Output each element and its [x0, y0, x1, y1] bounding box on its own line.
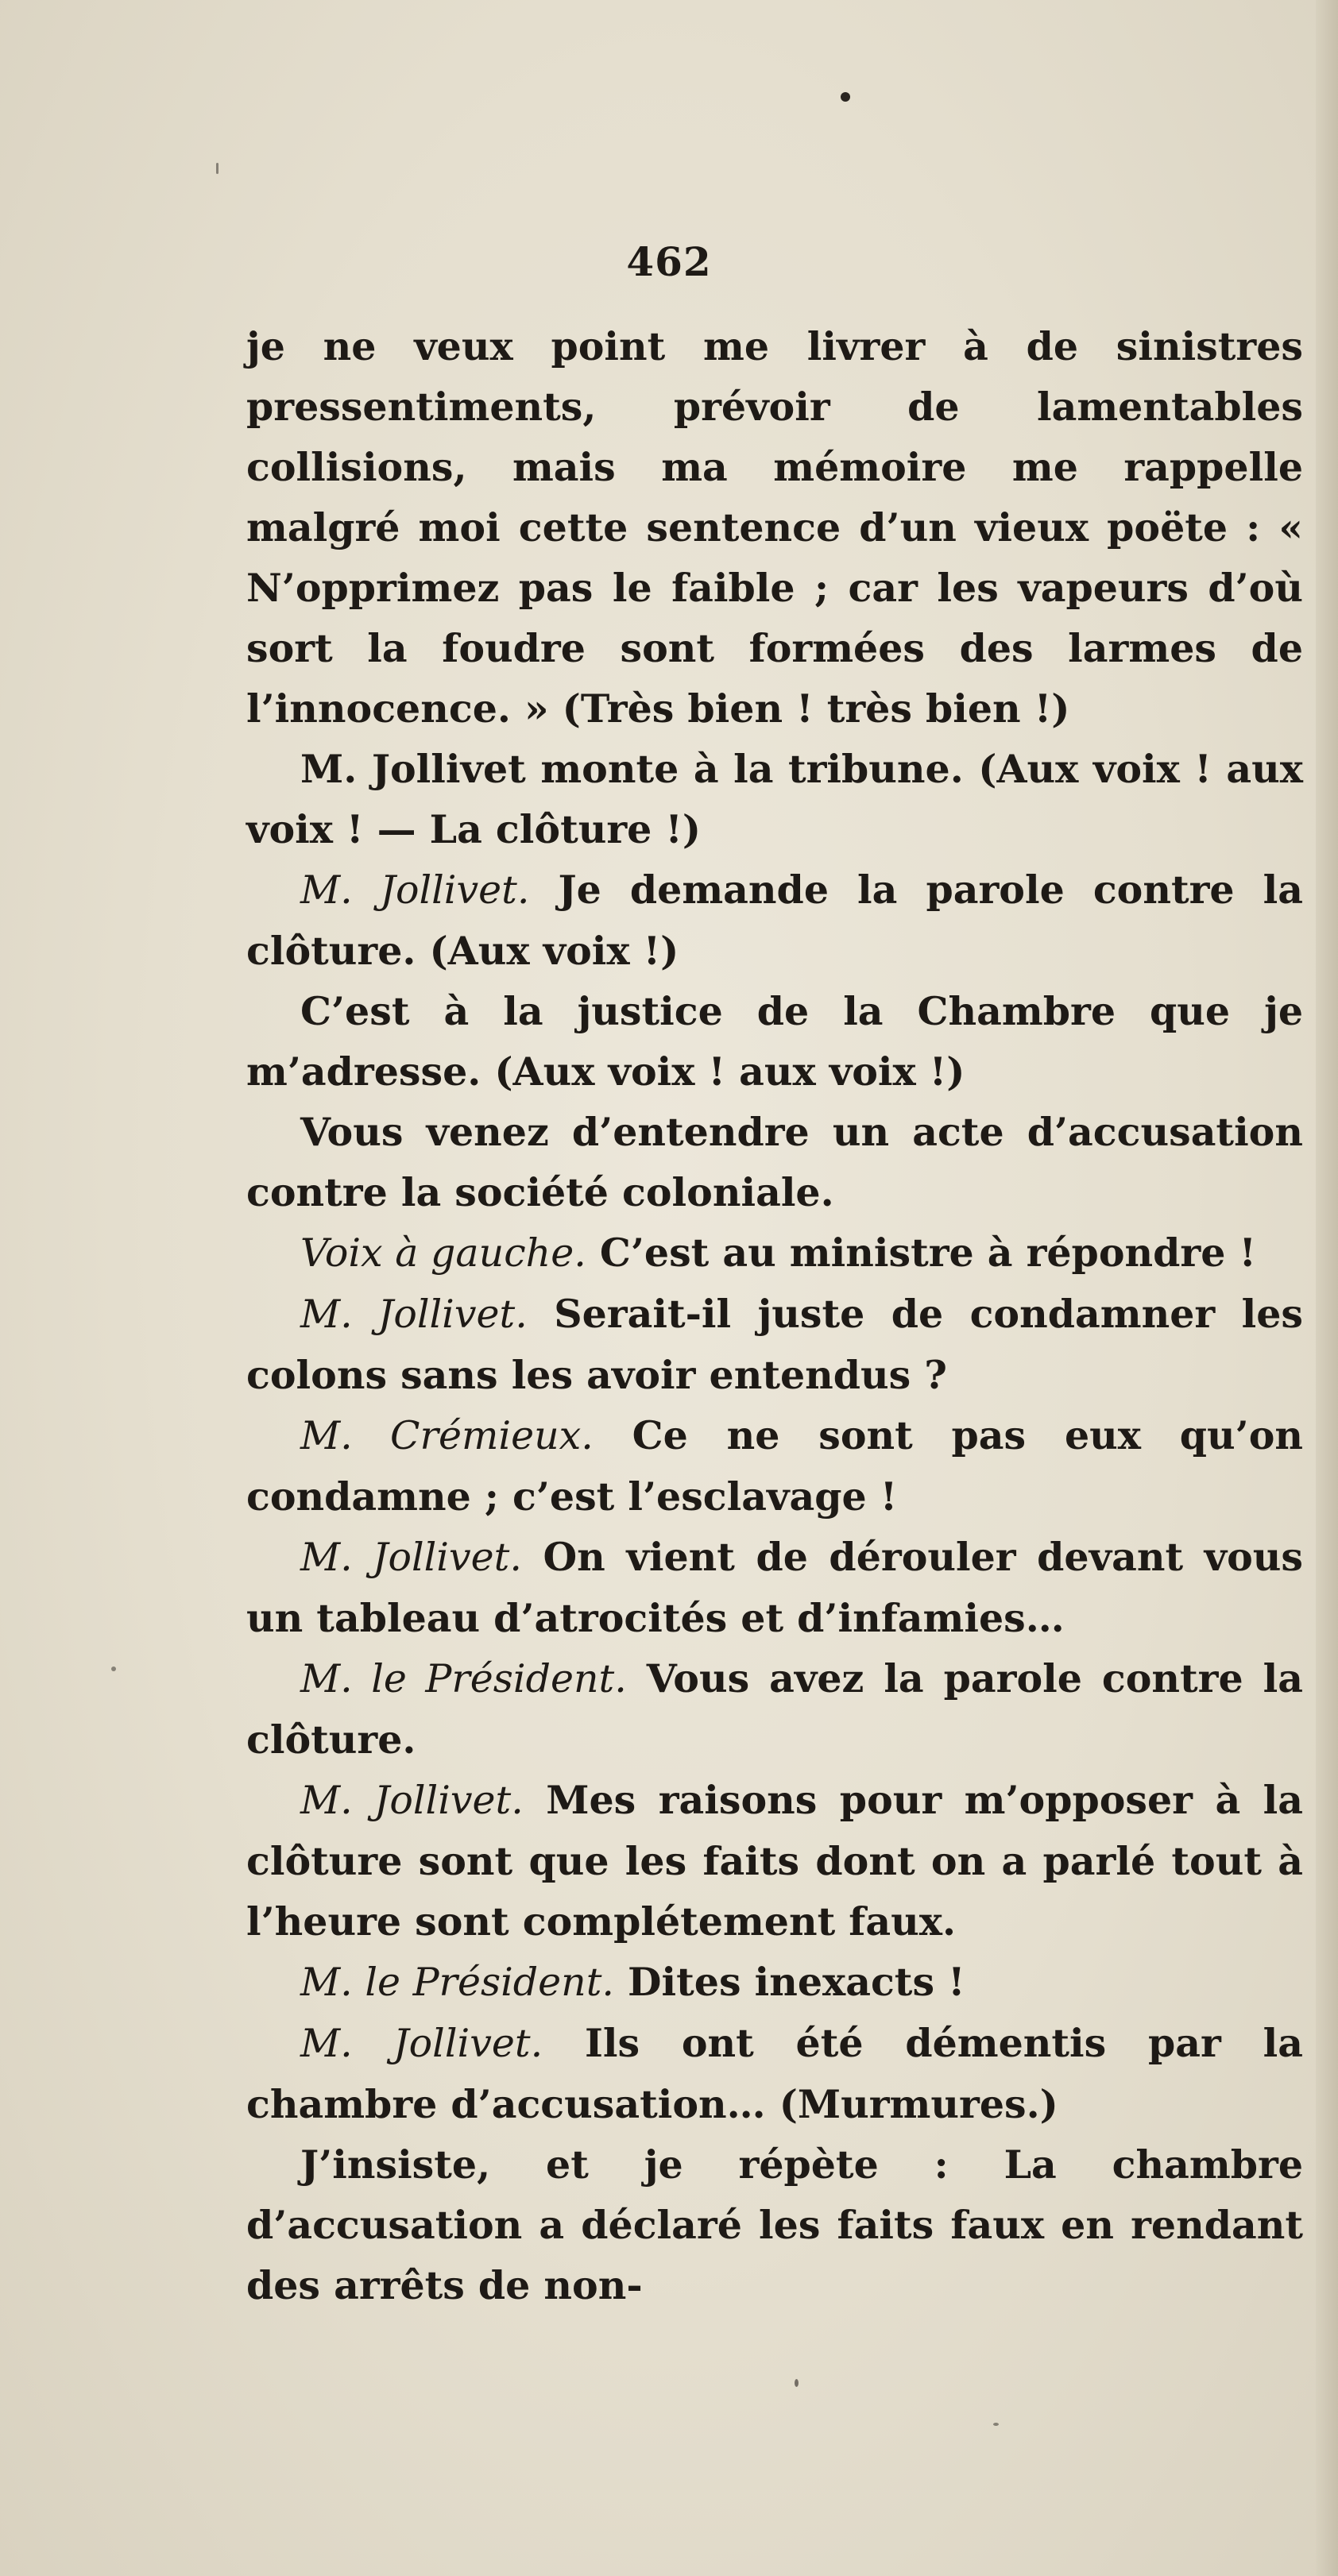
paragraph-text: Vous avez la parole contre la clôture.	[246, 1655, 1303, 1763]
paragraph	[246, 1222, 1303, 1284]
page-edge	[1316, 0, 1338, 2576]
paragraph	[246, 1770, 1303, 1952]
paragraph	[246, 316, 1303, 739]
paragraph-text: Ce ne sont pas eux qu’on condamne ; c’est l’esclavage !	[246, 1412, 1303, 1520]
speaker-name: M. Jollivet.	[300, 1778, 524, 1823]
speaker-name: M. Jollivet.	[300, 2021, 543, 2066]
paragraph	[246, 739, 1303, 859]
speaker-name: Voix à gauche.	[300, 1230, 586, 1276]
speaker-name: M. Jollivet.	[300, 867, 530, 913]
paragraph	[246, 2134, 1303, 2315]
paragraph-text: je ne veux point me livrer à de sinistres pressentiments, prévoir de lamentables collisions, mais ma mémoire me rappelle malgré moi cette sentence d’un vieux poëte : « N’opprimez pas le faible ; car les vapeurs d’où sort la foudre sont formées des larmes de l’innocence. » (Très bien ! très bien !)	[246, 323, 1303, 732]
ink-speck	[993, 2423, 999, 2426]
paragraph	[246, 1527, 1303, 1648]
paragraph-text: Mes raisons pour m’opposer à la clôture sont que les faits dont on a parlé tout à l’heure sont complétement faux.	[246, 1777, 1303, 1945]
body-text	[246, 316, 1303, 2315]
speaker-name: M. le Président.	[300, 1656, 627, 1701]
paragraph-text: C’est au ministre à répondre !	[599, 1230, 1256, 1276]
paragraph	[246, 1284, 1303, 1405]
paragraph	[246, 859, 1303, 981]
ink-speck	[216, 163, 218, 174]
paragraph-text: C’est à la justice de la Chambre que je m’adresse. (Aux voix ! aux voix !)	[246, 988, 1303, 1095]
speaker-name: M. Crémieux.	[300, 1413, 594, 1458]
paragraph-text: Dites inexacts !	[628, 1959, 965, 2005]
paragraph-text: On vient de dérouler devant vous un tableau d’atrocités et d’infamies…	[246, 1534, 1304, 1641]
speaker-name: M. Jollivet.	[300, 1535, 522, 1580]
paragraph-text: Serait-il juste de condamner les colons sans les avoir entendus ?	[246, 1291, 1304, 1398]
paragraph-text: J’insiste, et je répète : La chambre d’accusation a déclaré les faits faux en rendant des arrêts de non-	[246, 2142, 1303, 2308]
paragraph	[246, 1648, 1303, 1770]
paragraph	[246, 1405, 1303, 1527]
paragraph-text: M. Jollivet monte à la tribune. (Aux voix ! aux voix ! — La clôture !)	[246, 746, 1303, 852]
paragraph-text: Je demande la parole contre la clôture. (Aux voix !)	[246, 867, 1303, 974]
paragraph	[246, 981, 1303, 1102]
paragraph	[246, 1102, 1303, 1222]
ink-speck	[841, 92, 850, 102]
paragraph-text: Vous venez d’entendre un acte d’accusation contre la société coloniale.	[246, 1109, 1303, 1215]
page-number: 462	[626, 238, 712, 285]
paragraph	[246, 2013, 1303, 2134]
paragraph-text: Ils ont été démentis par la chambre d’accusation… (Murmures.)	[246, 2020, 1303, 2127]
speaker-name: M. Jollivet.	[300, 1292, 528, 1337]
speaker-name: M. le Président.	[300, 1960, 614, 2005]
paragraph	[246, 1952, 1303, 2013]
ink-speck	[111, 1666, 116, 1671]
ink-speck	[795, 2379, 799, 2387]
